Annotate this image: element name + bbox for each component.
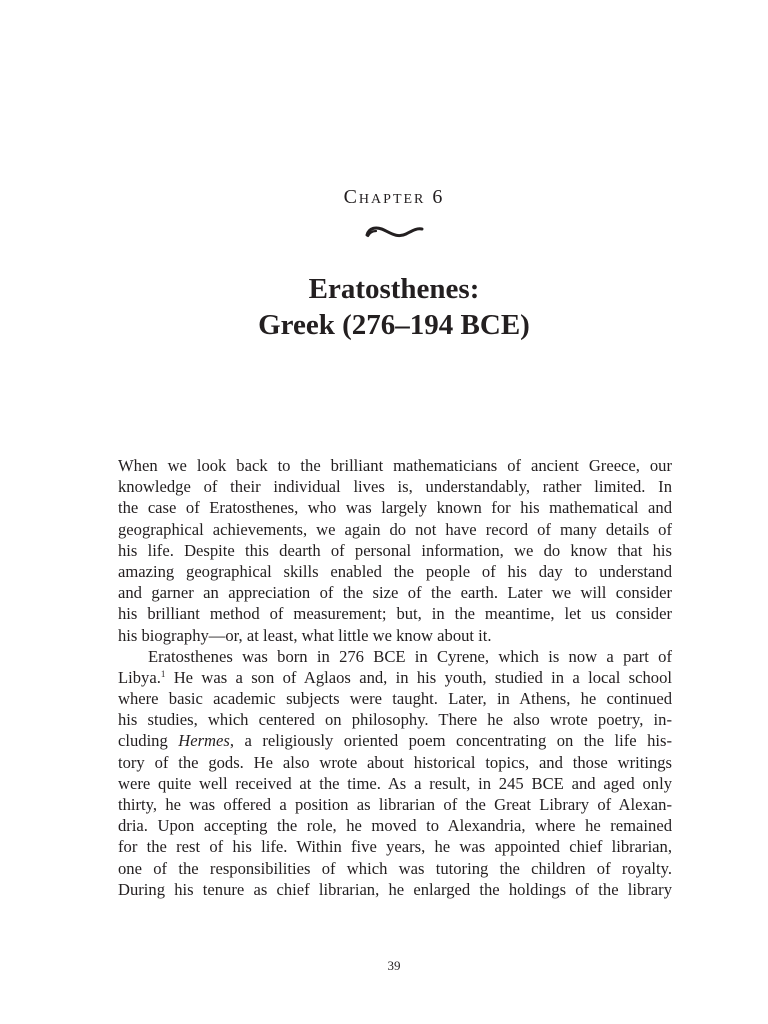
chapter-title-line-2: Greek (276–194 BCE): [258, 309, 530, 341]
text-line: geographical achievements, we again do not have record of many details of: [118, 519, 672, 539]
text-line: dria. Upon accepting the role, he moved to Alexandria, where he remained: [118, 816, 672, 836]
text-line: tory of the gods. He also wrote about historical topics, and those writings: [118, 752, 672, 772]
page-number: 39: [387, 958, 401, 973]
text-fragment: He was a son of Aglaos and, in his youth, studied in a local school: [165, 667, 672, 687]
text-line: [118, 667, 672, 688]
text-line: where basic academic subjects were taught. Later, in Athens, he continued: [118, 689, 672, 709]
text-line: During his tenure as chief librarian, he enlarged the holdings of the library: [118, 879, 672, 899]
paragraph-1: [118, 455, 672, 646]
chapter-title-line-1: Eratosthenes:: [308, 273, 480, 305]
text-line: his biography—or, at least, what little we know about it.: [118, 625, 492, 645]
text-line: one of the responsibilities of which was tutoring the children of royalty.: [118, 858, 672, 878]
text-line: amazing geographical skills enabled the people of his day to understand: [118, 561, 672, 581]
text-line: his brilliant method of measurement; but, in the meantime, let us consider: [118, 604, 672, 624]
text-fragment: , a religiously oriented poem concentrating on the life his-: [229, 731, 673, 751]
paragraph-2: [118, 646, 672, 900]
chapter-title: [0, 271, 768, 343]
text-line: knowledge of their individual lives is, understandably, rather limited. In: [118, 477, 672, 497]
work-title-italic: Hermes: [178, 731, 230, 751]
body-text: [118, 455, 672, 900]
text-line: his life. Despite this dearth of personal information, we do know that his: [118, 540, 672, 560]
footnote-reference[interactable]: 1: [160, 668, 166, 679]
chapter-label: Chapter 6: [343, 186, 445, 208]
text-line: Eratosthenes was born in 276 BCE in Cyrene, which is now a part of: [148, 646, 672, 666]
text-line: When we look back to the brilliant mathematicians of ancient Greece, our: [118, 456, 672, 475]
text-line: thirty, he was offered a position as librarian of the Great Library of Alexan-: [118, 795, 672, 814]
text-line: and garner an appreciation of the size of the earth. Later we will consider: [118, 583, 672, 603]
text-line: for the rest of his life. Within five years, he was appointed chief librarian,: [118, 837, 672, 857]
text-line: his studies, which centered on philosophy. There he also wrote poetry, in-: [118, 710, 672, 730]
text-line: were quite well received at the time. As a result, in 245 BCE and aged only: [118, 773, 672, 793]
text-fragment: cluding: [118, 731, 179, 751]
text-line: [118, 730, 672, 751]
text-line: the case of Eratosthenes, who was largely known for his mathematical and: [118, 498, 672, 518]
text-fragment: Libya.: [118, 667, 161, 687]
swash-ornament-icon: [364, 222, 426, 242]
